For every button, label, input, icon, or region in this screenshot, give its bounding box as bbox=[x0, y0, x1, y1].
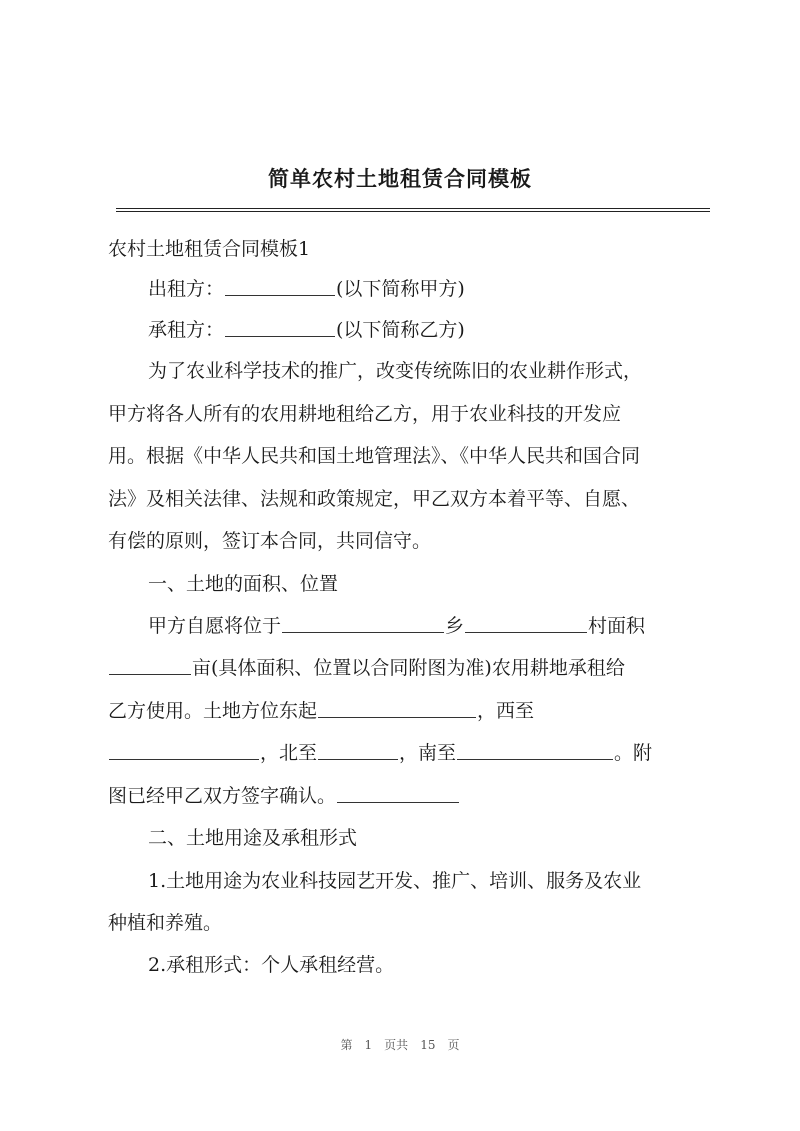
lessor-label: 出租方： bbox=[148, 278, 225, 300]
lessee-blank bbox=[225, 318, 335, 337]
location-line-3 bbox=[108, 699, 534, 723]
page-footer bbox=[0, 1036, 800, 1053]
lessor-blank bbox=[225, 277, 335, 296]
title-divider bbox=[116, 208, 710, 212]
intro-line: 有偿的原则，签订本合同，共同信守。 bbox=[108, 530, 432, 552]
west-boundary-blank bbox=[109, 741, 259, 760]
location-line-2 bbox=[108, 656, 625, 680]
text-fragment: ，西至 bbox=[477, 700, 535, 722]
intro-line: 甲方将各人所有的农用耕地租给乙方，用于农业科技的开发应 bbox=[108, 403, 622, 425]
lessee-label: 承租方： bbox=[148, 319, 225, 341]
village-blank bbox=[465, 614, 587, 633]
intro-line: 用。根据《中华人民共和国土地管理法》、《中华人民共和国合同 bbox=[108, 445, 641, 467]
south-boundary-blank bbox=[457, 741, 613, 760]
intro-line: 为了农业科学技术的推广，改变传统陈旧的农业耕作形式， bbox=[148, 360, 643, 382]
north-boundary-blank bbox=[318, 741, 398, 760]
page-number: 1 bbox=[364, 1038, 373, 1052]
total-pages: 15 bbox=[420, 1038, 436, 1052]
usage-item-1-cont: 种植和养殖。 bbox=[108, 912, 223, 934]
location-line-4 bbox=[108, 741, 652, 765]
text-fragment: 亩(具体面积、位置以合同附图为准)农用耕地承租给 bbox=[192, 657, 625, 679]
map-confirm-blank bbox=[337, 784, 459, 803]
location-line-5 bbox=[108, 784, 460, 808]
footer-suffix: 页 bbox=[447, 1038, 460, 1052]
text-fragment: 。附 bbox=[614, 742, 653, 764]
intro-line: 法》及相关法律、法规和政策规定，甲乙双方本着平等、自愿、 bbox=[108, 488, 641, 510]
lessor-suffix: (以下简称甲方) bbox=[336, 278, 465, 300]
lessee-suffix: (以下简称乙方) bbox=[336, 319, 465, 341]
text-fragment: 乙方使用。土地方位东起 bbox=[108, 700, 318, 722]
lessor-line bbox=[148, 277, 465, 301]
usage-item-2: 2.承租形式：个人承租经营。 bbox=[148, 954, 395, 976]
section-1-title: 一、土地的面积、位置 bbox=[148, 573, 339, 595]
lessee-line bbox=[148, 318, 465, 342]
footer-middle: 页共 bbox=[384, 1038, 409, 1052]
text-fragment: 甲方自愿将位于 bbox=[148, 615, 282, 637]
township-blank bbox=[282, 614, 444, 633]
footer-prefix: 第 bbox=[340, 1038, 353, 1052]
text-fragment: ，南至 bbox=[399, 742, 457, 764]
location-line-1 bbox=[148, 614, 645, 638]
text-fragment: 村面积 bbox=[588, 615, 646, 637]
text-fragment: 图已经甲乙双方签字确认。 bbox=[108, 785, 337, 807]
east-boundary-blank bbox=[318, 699, 476, 718]
contract-heading: 农村土地租赁合同模板1 bbox=[108, 238, 311, 260]
area-blank bbox=[109, 656, 191, 675]
text-fragment: ，北至 bbox=[260, 742, 318, 764]
document-title: 简单农村土地租赁合同模板 bbox=[268, 166, 532, 191]
text-fragment: 乡 bbox=[445, 615, 465, 637]
usage-item-1: 1.土地用途为农业科技园艺开发、推广、培训、服务及农业 bbox=[148, 870, 642, 892]
section-2-title: 二、土地用途及承租形式 bbox=[148, 827, 358, 849]
